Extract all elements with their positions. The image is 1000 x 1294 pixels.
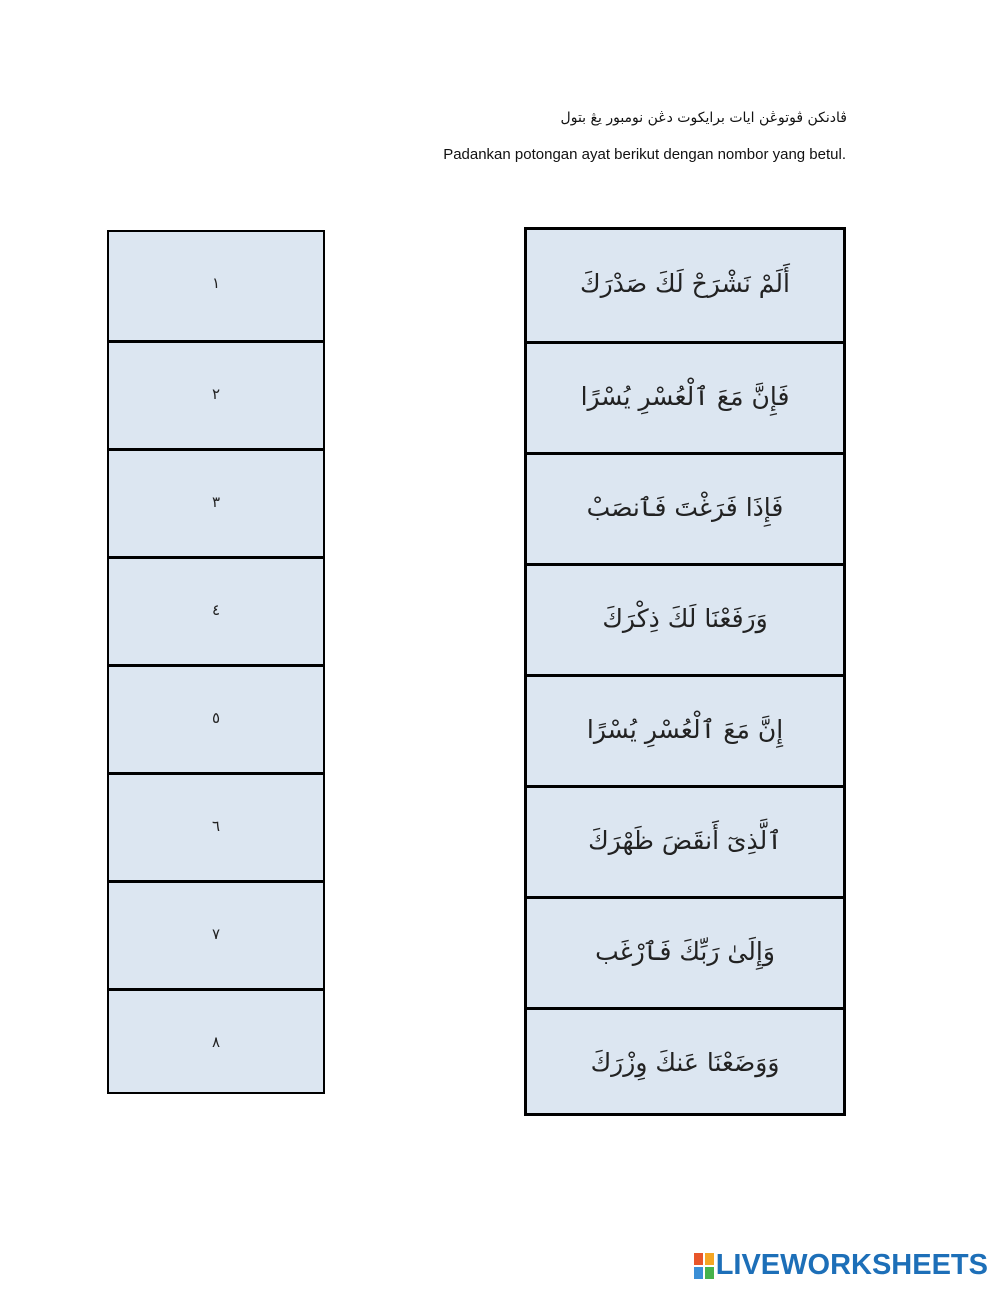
liveworksheets-logo-icon [694, 1253, 714, 1279]
number-column [107, 230, 325, 1094]
instruction-jawi: ڤادنكن ڤوتوڠن ايات برايكوت دڠن نومبور يڠ بتول [560, 110, 847, 126]
verse-cell-4[interactable]: وَرَفَعْنَا لَكَ ذِكْرَكَ [527, 563, 843, 674]
number-cell-6[interactable] [109, 772, 323, 880]
brand-name: LIVEWORKSHEETS [715, 1249, 988, 1281]
verse-cell-5[interactable]: إِنَّ مَعَ ٱلْعُسْرِ يُسْرًا [527, 674, 843, 785]
number-cell-7[interactable] [109, 880, 323, 988]
verse-cell-1[interactable]: أَلَمْ نَشْرَحْ لَكَ صَدْرَكَ [580, 269, 790, 298]
verse-cell-2[interactable]: فَإِنَّ مَعَ ٱلْعُسْرِ يُسْرًا [527, 341, 843, 452]
number-cell-5[interactable] [109, 664, 323, 772]
number-cell-8[interactable] [109, 988, 323, 1096]
verse-cell-6[interactable]: ٱلَّذِىٓ أَنقَضَ ظَهْرَكَ [527, 785, 843, 896]
number-cell-2[interactable] [109, 340, 323, 448]
instruction-malay: Padankan potongan ayat berikut dengan nombor yang betul. [443, 146, 846, 163]
number-cell-1[interactable] [109, 232, 323, 340]
verse-column [524, 227, 846, 1116]
number-label: ٨ [211, 1033, 221, 1051]
liveworksheets-logo[interactable] [694, 1251, 988, 1280]
number-label: ٥ [211, 709, 221, 727]
number-label: ٤ [211, 601, 221, 619]
number-label: ٦ [211, 817, 221, 835]
number-label: ١ [211, 274, 221, 292]
verse-cell-3[interactable]: فَإِذَا فَرَغْتَ فَٱنصَبْ [527, 452, 843, 563]
number-cell-3[interactable] [109, 448, 323, 556]
number-label: ٧ [211, 925, 221, 943]
verse-cell-7[interactable]: وَإِلَىٰ رَبِّكَ فَٱرْغَب [527, 896, 843, 1007]
number-cell-4[interactable] [109, 556, 323, 664]
verse-cell-8[interactable]: وَوَضَعْنَا عَنكَ وِزْرَكَ [527, 1007, 843, 1118]
number-label: ٣ [211, 493, 221, 511]
number-label: ٢ [211, 385, 221, 403]
